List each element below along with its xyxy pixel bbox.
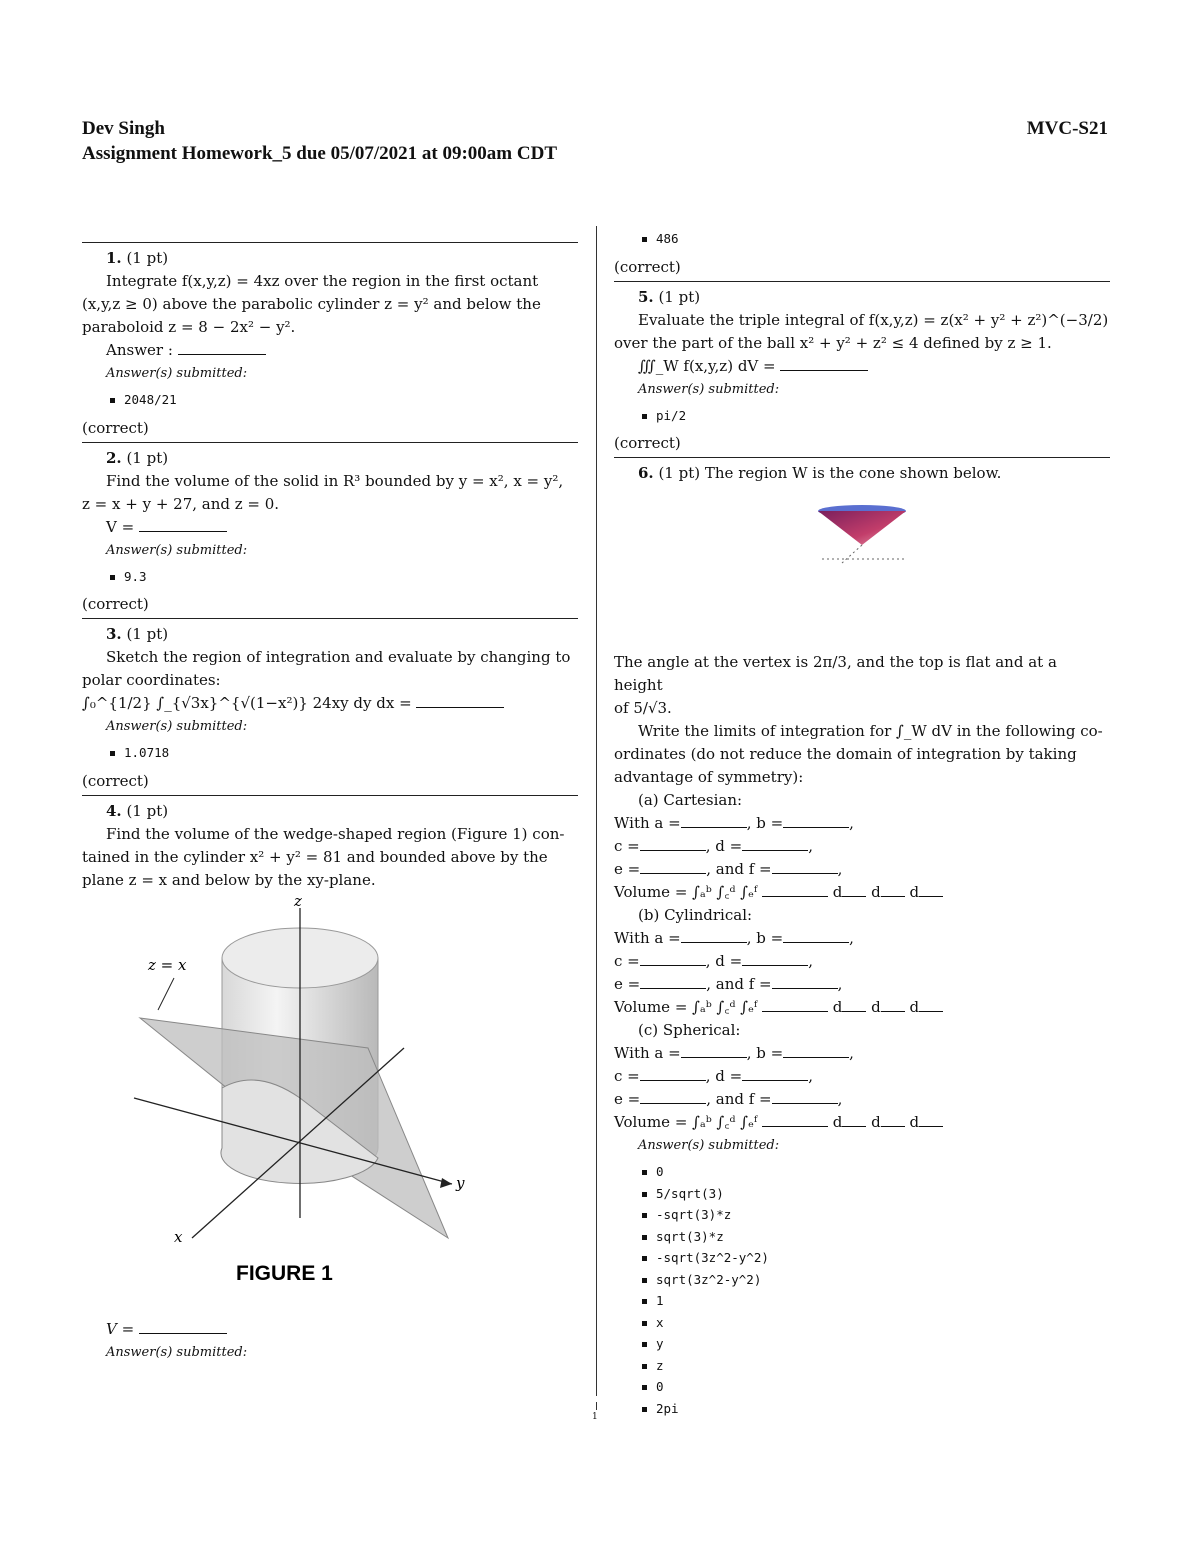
- label-f: , and f =: [706, 1090, 772, 1108]
- question-separator: [82, 618, 578, 619]
- label-c: c =: [614, 1067, 640, 1085]
- label-e: e =: [614, 860, 641, 878]
- question-text-3: plane z = x and below by the xy-plane.: [82, 870, 376, 889]
- part-b-heading: (b) Cylindrical:: [638, 906, 753, 924]
- answers-submitted-label: Answer(s) submitted:: [106, 542, 248, 558]
- input-a[interactable]: [681, 813, 747, 828]
- question-points: (1 pt): [658, 287, 701, 306]
- submitted-answers: [82, 566, 578, 588]
- label-axis-z: z: [294, 897, 302, 910]
- differential-input[interactable]: [919, 1112, 943, 1127]
- answers-submitted-label: Answer(s) submitted:: [106, 719, 248, 734]
- input-f[interactable]: [772, 974, 838, 989]
- question-points: (1 pt): [658, 464, 701, 482]
- status-correct: (correct): [82, 771, 149, 790]
- volume-label: Volume = ∫ₐᵇ ∫꜀ᵈ ∫ₑᶠ: [614, 883, 758, 901]
- differential-input[interactable]: [881, 997, 905, 1012]
- differential-input[interactable]: [881, 1112, 905, 1127]
- differential-input[interactable]: [881, 882, 905, 897]
- label-d: , d =: [705, 837, 743, 855]
- part-a-heading: (a) Cartesian:: [638, 791, 743, 809]
- question-intro: The region W is the cone shown below.: [704, 464, 1002, 482]
- label-a: With a =: [614, 929, 681, 947]
- submitted-answer: x: [656, 1312, 1110, 1334]
- input-b[interactable]: [783, 928, 849, 943]
- part-c-limits: With a = , b = , c = , d = , e = , and f = , Volume = ∫ₐᵇ ∫꜀ᵈ ∫ₑᶠ d d d: [614, 1042, 1110, 1134]
- question-number: 4.: [106, 801, 122, 820]
- integral-expression: ∭_W f(x,y,z) dV =: [638, 356, 776, 375]
- input-a[interactable]: [681, 928, 747, 943]
- answer-field[interactable]: [139, 517, 227, 532]
- cone-axis: [842, 545, 862, 563]
- question-text-2: (x,y,z ≥ 0) above the parabolic cylinder z = y² and below the: [82, 295, 541, 313]
- question-separator: [614, 281, 1110, 282]
- question-5: [614, 286, 1110, 456]
- question-text-4: ordinates (do not reduce the domain of integration by taking: [614, 745, 1077, 763]
- question-points: (1 pt): [126, 625, 169, 643]
- y-axis-arrow: [440, 1178, 452, 1188]
- input-c[interactable]: [640, 836, 706, 851]
- figure-1: [82, 898, 578, 1318]
- question-number: 5.: [638, 287, 654, 306]
- input-b[interactable]: [783, 813, 849, 828]
- answer-label: Answer :: [106, 341, 173, 359]
- answers-submitted-label: Answer(s) submitted:: [106, 366, 248, 381]
- label-d: , d =: [705, 1067, 743, 1085]
- input-d[interactable]: [742, 951, 808, 966]
- question-2: [82, 447, 578, 617]
- question-text-1: Sketch the region of integration and evaluate by changing to: [106, 648, 571, 666]
- question-points: (1 pt): [126, 801, 169, 820]
- answer-field[interactable]: [178, 340, 266, 355]
- submitted-answer: 0: [656, 1376, 1110, 1398]
- label-z-equals-x: z = x: [148, 955, 187, 974]
- label-e: e =: [614, 1090, 641, 1108]
- column-divider: [596, 226, 597, 1396]
- input-e[interactable]: [640, 974, 706, 989]
- submitted-answer: y: [656, 1333, 1110, 1355]
- question-text-1: Find the volume of the solid in R³ bounded by y = x², x = y²,: [106, 471, 564, 490]
- input-f[interactable]: [772, 1089, 838, 1104]
- assignment-title: Assignment Homework_5 due 05/07/2021 at 09:00am CDT: [82, 143, 557, 164]
- submitted-answer: 1.0718: [124, 742, 578, 764]
- submitted-answer: 2pi: [656, 1398, 1110, 1420]
- label-c: c =: [614, 837, 640, 855]
- differential-input[interactable]: [842, 997, 866, 1012]
- question-3: [82, 623, 578, 793]
- status-correct: (correct): [82, 418, 149, 437]
- volume-label: Volume = ∫ₐᵇ ∫꜀ᵈ ∫ₑᶠ: [614, 998, 758, 1016]
- status-correct: (correct): [614, 257, 681, 276]
- label-e: e =: [614, 975, 641, 993]
- submitted-answer: 5/sqrt(3): [656, 1183, 1110, 1205]
- part-b-limits: With a = , b = , c = , d = , e = , and f = , Volume = ∫ₐᵇ ∫꜀ᵈ ∫ₑᶠ d d d: [614, 927, 1110, 1019]
- input-c[interactable]: [640, 1066, 706, 1081]
- question-number: 6.: [638, 464, 654, 482]
- answer-label: V =: [106, 517, 135, 536]
- question-separator: [82, 795, 578, 796]
- question-text-1: The angle at the vertex is 2π/3, and the top is flat and at a height: [614, 653, 1057, 694]
- question-4: [82, 800, 578, 1364]
- integrand-input[interactable]: [762, 997, 828, 1012]
- part-c-heading: (c) Spherical:: [638, 1021, 741, 1039]
- page-header: [82, 116, 1108, 166]
- integrand-input[interactable]: [762, 882, 828, 897]
- input-c[interactable]: [640, 951, 706, 966]
- submitted-answers: [614, 228, 1110, 250]
- submitted-answer: sqrt(3)*z: [656, 1226, 1110, 1248]
- label-a: With a =: [614, 814, 681, 832]
- submitted-answer: z: [656, 1355, 1110, 1377]
- page-mark: [596, 1402, 597, 1410]
- course-code: MVC-S21: [1026, 118, 1108, 139]
- submitted-answer: 1: [656, 1290, 1110, 1312]
- submitted-answer: -sqrt(3z^2-y^2): [656, 1247, 1110, 1269]
- label-b: , b =: [746, 929, 784, 947]
- integral-expression: ∫₀^{1/2} ∫_{√3x}^{√(1−x²)} 24xy dy dx =: [82, 694, 412, 712]
- question-text-2: z = x + y + 27, and z = 0.: [82, 494, 280, 513]
- submitted-answer: sqrt(3z^2-y^2): [656, 1269, 1110, 1291]
- submitted-answer: 9.3: [124, 566, 578, 588]
- question-text-2: polar coordinates:: [82, 671, 221, 689]
- page-number: 1: [592, 1412, 598, 1422]
- submitted-answer: 0: [656, 1161, 1110, 1183]
- question-separator: [82, 442, 578, 443]
- question-text-1: Evaluate the triple integral of f(x,y,z) = z(x² + y² + z²)^(−3/2): [638, 310, 1109, 329]
- student-name: Dev Singh: [82, 118, 165, 139]
- question-separator: [82, 242, 578, 243]
- answer-field[interactable]: [416, 693, 504, 708]
- label-f: , and f =: [706, 860, 772, 878]
- question-6: [614, 462, 1110, 1419]
- label-leader: [158, 978, 174, 1010]
- submitted-answer: pi/2: [656, 405, 1110, 427]
- question-text-3: Write the limits of integration for ∫_W dV in the following co-: [638, 722, 1103, 740]
- question-text-5: advantage of symmetry):: [614, 768, 804, 786]
- submitted-answers: [614, 1161, 1110, 1419]
- answer-field[interactable]: [780, 356, 868, 371]
- question-text-2: tained in the cylinder x² + y² = 81 and bounded above by the: [82, 847, 548, 866]
- label-axis-y: y: [456, 1173, 465, 1192]
- left-column: [82, 240, 578, 1364]
- question-separator: [614, 457, 1110, 458]
- label-d: , d =: [705, 952, 743, 970]
- answers-submitted-label: Answer(s) submitted:: [638, 381, 780, 397]
- label-a: With a =: [614, 1044, 681, 1062]
- answer-label: V =: [106, 1319, 135, 1338]
- status-correct: (correct): [82, 595, 149, 613]
- label-axis-x: x: [174, 1227, 183, 1246]
- label-c: c =: [614, 952, 640, 970]
- input-b[interactable]: [783, 1043, 849, 1058]
- answer-field[interactable]: [139, 1319, 227, 1334]
- right-column: [614, 228, 1110, 1425]
- wedge-diagram: [82, 898, 578, 1318]
- differential-input[interactable]: [842, 1112, 866, 1127]
- question-text-1: Integrate f(x,y,z) = 4xz over the region in the first octant: [106, 272, 539, 290]
- answers-submitted-label: Answer(s) submitted:: [106, 1344, 248, 1360]
- input-a[interactable]: [681, 1043, 747, 1058]
- part-a-limits: With a = , b = , c = , d = , e = , and f = , Volume = ∫ₐᵇ ∫꜀ᵈ ∫ₑᶠ d d d: [614, 812, 1110, 904]
- label-b: , b =: [746, 814, 784, 832]
- question-text-1: Find the volume of the wedge-shaped region (Figure 1) con-: [106, 824, 565, 843]
- submitted-answer: 2048/21: [124, 389, 578, 411]
- cone-figure: [614, 501, 1110, 571]
- figure-caption: FIGURE 1: [236, 1261, 333, 1285]
- differential-input[interactable]: [919, 882, 943, 897]
- differential-input[interactable]: [842, 882, 866, 897]
- submitted-answers: [614, 405, 1110, 427]
- differential-input[interactable]: [919, 997, 943, 1012]
- label-b: , b =: [746, 1044, 784, 1062]
- question-points: (1 pt): [126, 249, 169, 267]
- submitted-answer: -sqrt(3)*z: [656, 1204, 1110, 1226]
- input-d[interactable]: [742, 836, 808, 851]
- answers-submitted-label: Answer(s) submitted:: [638, 1138, 780, 1153]
- question-1: [82, 247, 578, 440]
- question-points: (1 pt): [126, 448, 169, 467]
- cone-body: [818, 511, 906, 545]
- input-e[interactable]: [640, 859, 706, 874]
- integrand-input[interactable]: [762, 1112, 828, 1127]
- submitted-answer: 486: [656, 228, 1110, 250]
- input-e[interactable]: [640, 1089, 706, 1104]
- question-number: 2.: [106, 448, 122, 467]
- cone-diagram: [812, 501, 912, 571]
- submitted-answers: [82, 389, 578, 411]
- question-text-3: paraboloid z = 8 − 2x² − y².: [82, 318, 296, 336]
- question-number: 1.: [106, 249, 122, 267]
- input-f[interactable]: [772, 859, 838, 874]
- volume-label: Volume = ∫ₐᵇ ∫꜀ᵈ ∫ₑᶠ: [614, 1113, 758, 1131]
- question-text-2: over the part of the ball x² + y² + z² ≤ 4 defined by z ≥ 1.: [614, 333, 1052, 352]
- question-number: 3.: [106, 625, 122, 643]
- label-f: , and f =: [706, 975, 772, 993]
- question-text-2: of 5/√3.: [614, 699, 672, 717]
- submitted-answers: [82, 742, 578, 764]
- status-correct: (correct): [614, 434, 681, 452]
- input-d[interactable]: [742, 1066, 808, 1081]
